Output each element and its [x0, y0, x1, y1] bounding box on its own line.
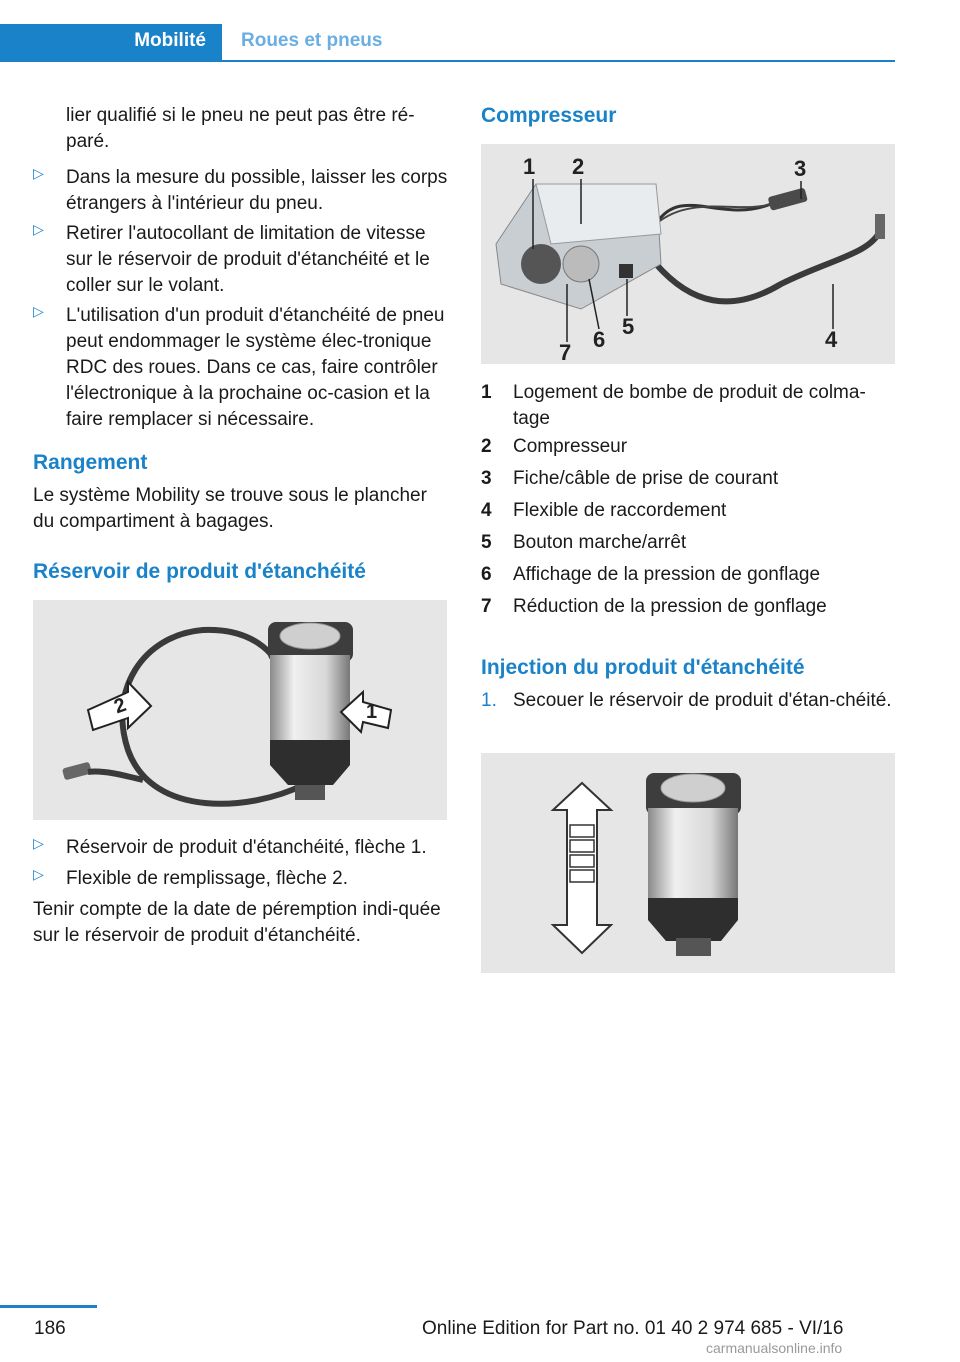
triangle-right-icon: ▷	[33, 165, 44, 181]
legend-item	[481, 466, 895, 492]
bullet-text: Réservoir de produit d'étanchéité, flèche 1.	[66, 837, 427, 858]
double-arrow-icon	[553, 783, 611, 953]
tab-roues-et-pneus[interactable]	[222, 24, 895, 62]
chapter-tabs	[0, 24, 895, 62]
arrow-2-icon	[88, 682, 151, 730]
section-title-rangement: Rangement	[33, 451, 148, 474]
svg-text:6: 6	[593, 327, 606, 352]
triangle-right-icon: ▷	[33, 866, 44, 882]
sealant-reservoir-figure	[33, 600, 447, 820]
svg-text:2: 2	[572, 154, 585, 179]
footer-accent-line	[0, 1305, 97, 1308]
edition-text: Online Edition for Part no. 01 40 2 974 685 - VI/16	[422, 1318, 844, 1339]
svg-text:1: 1	[366, 701, 378, 723]
tab-mobilite[interactable]	[0, 24, 222, 62]
svg-text:7: 7	[559, 340, 572, 364]
sealant-reservoir-illustration	[33, 600, 447, 820]
bullet-item	[33, 221, 448, 299]
compressor-figure	[481, 144, 895, 364]
tab-mobilite-label: Mobilité	[134, 30, 206, 51]
legend-item	[481, 434, 895, 460]
legend-text: Affichage de la pression de gonflage	[513, 564, 821, 585]
legend-number: 4	[481, 500, 492, 521]
triangle-right-icon: ▷	[33, 221, 44, 237]
svg-text:2: 2	[111, 693, 130, 719]
bullet-item	[33, 303, 448, 430]
bullet-text: Retirer l'autocollant de limitation de vitesse sur le réservoir de produit d'étanchéité et le coller sur le volant.	[66, 223, 430, 296]
bullet-item	[33, 866, 448, 892]
legend-number: 5	[481, 532, 492, 553]
legend-text: Réduction de la pression de gonflage	[513, 596, 827, 617]
bullet-text: L'utilisation d'un produit d'étanchéité de pneu peut endommager le système élec-tronique RDC des roues. Dans ce cas, faire contrôler l'électronique à la prochaine oc-casion et la faire remplacer si nécessaire.	[66, 305, 445, 430]
legend-item	[481, 498, 895, 524]
expiry-note: Tenir compte de la date de péremption indi-quée sur le réservoir de produit d'étanchéité.	[33, 899, 441, 946]
bullet-item	[33, 165, 448, 217]
legend-number: 7	[481, 596, 492, 617]
legend-text: Bouton marche/arrêt	[513, 532, 687, 553]
legend-number: 2	[481, 436, 492, 457]
step-number: 1.	[481, 690, 497, 711]
page-number: 186	[34, 1318, 66, 1339]
step-item	[481, 688, 895, 740]
section-title-injection: Injection du produit d'étanchéité	[481, 656, 805, 679]
section-title-reservoir: Réservoir de produit d'étanchéité	[33, 560, 366, 583]
bullet-item	[33, 835, 448, 861]
legend-item	[481, 562, 895, 588]
legend-item	[481, 530, 895, 556]
svg-text:4: 4	[825, 327, 838, 352]
legend-item	[481, 594, 895, 620]
tab-roues-label: Roues et pneus	[241, 30, 383, 51]
legend-item	[481, 380, 895, 432]
shake-reservoir-illustration	[481, 753, 895, 973]
rangement-text: Le système Mobility se trouve sous le plancher du compartiment à bagages.	[33, 485, 427, 532]
svg-text:1: 1	[523, 154, 536, 179]
continuation-text: lier qualifié si le pneu ne peut pas être ré- paré.	[66, 105, 415, 152]
compressor-illustration	[481, 144, 895, 364]
legend-number: 3	[481, 468, 492, 489]
triangle-right-icon: ▷	[33, 303, 44, 319]
svg-text:5: 5	[622, 314, 635, 339]
legend-number: 6	[481, 564, 492, 585]
legend-text: Logement de bombe de produit de colma-tage	[513, 382, 866, 429]
legend-text: Flexible de raccordement	[513, 500, 727, 521]
legend-number: 1	[481, 382, 492, 403]
bullet-text: Flexible de remplissage, flèche 2.	[66, 868, 348, 889]
bullet-text: Dans la mesure du possible, laisser les corps étrangers à l'intérieur du pneu.	[66, 167, 448, 214]
step-text: Secouer le réservoir de produit d'étan-chéité.	[513, 690, 892, 711]
triangle-right-icon: ▷	[33, 835, 44, 851]
section-title-compresseur: Compresseur	[481, 104, 617, 127]
watermark-text: carmanualsonline.info	[706, 1340, 843, 1356]
svg-text:3: 3	[794, 156, 807, 181]
legend-text: Compresseur	[513, 436, 628, 457]
shake-reservoir-figure	[481, 753, 895, 973]
legend-text: Fiche/câble de prise de courant	[513, 468, 779, 489]
